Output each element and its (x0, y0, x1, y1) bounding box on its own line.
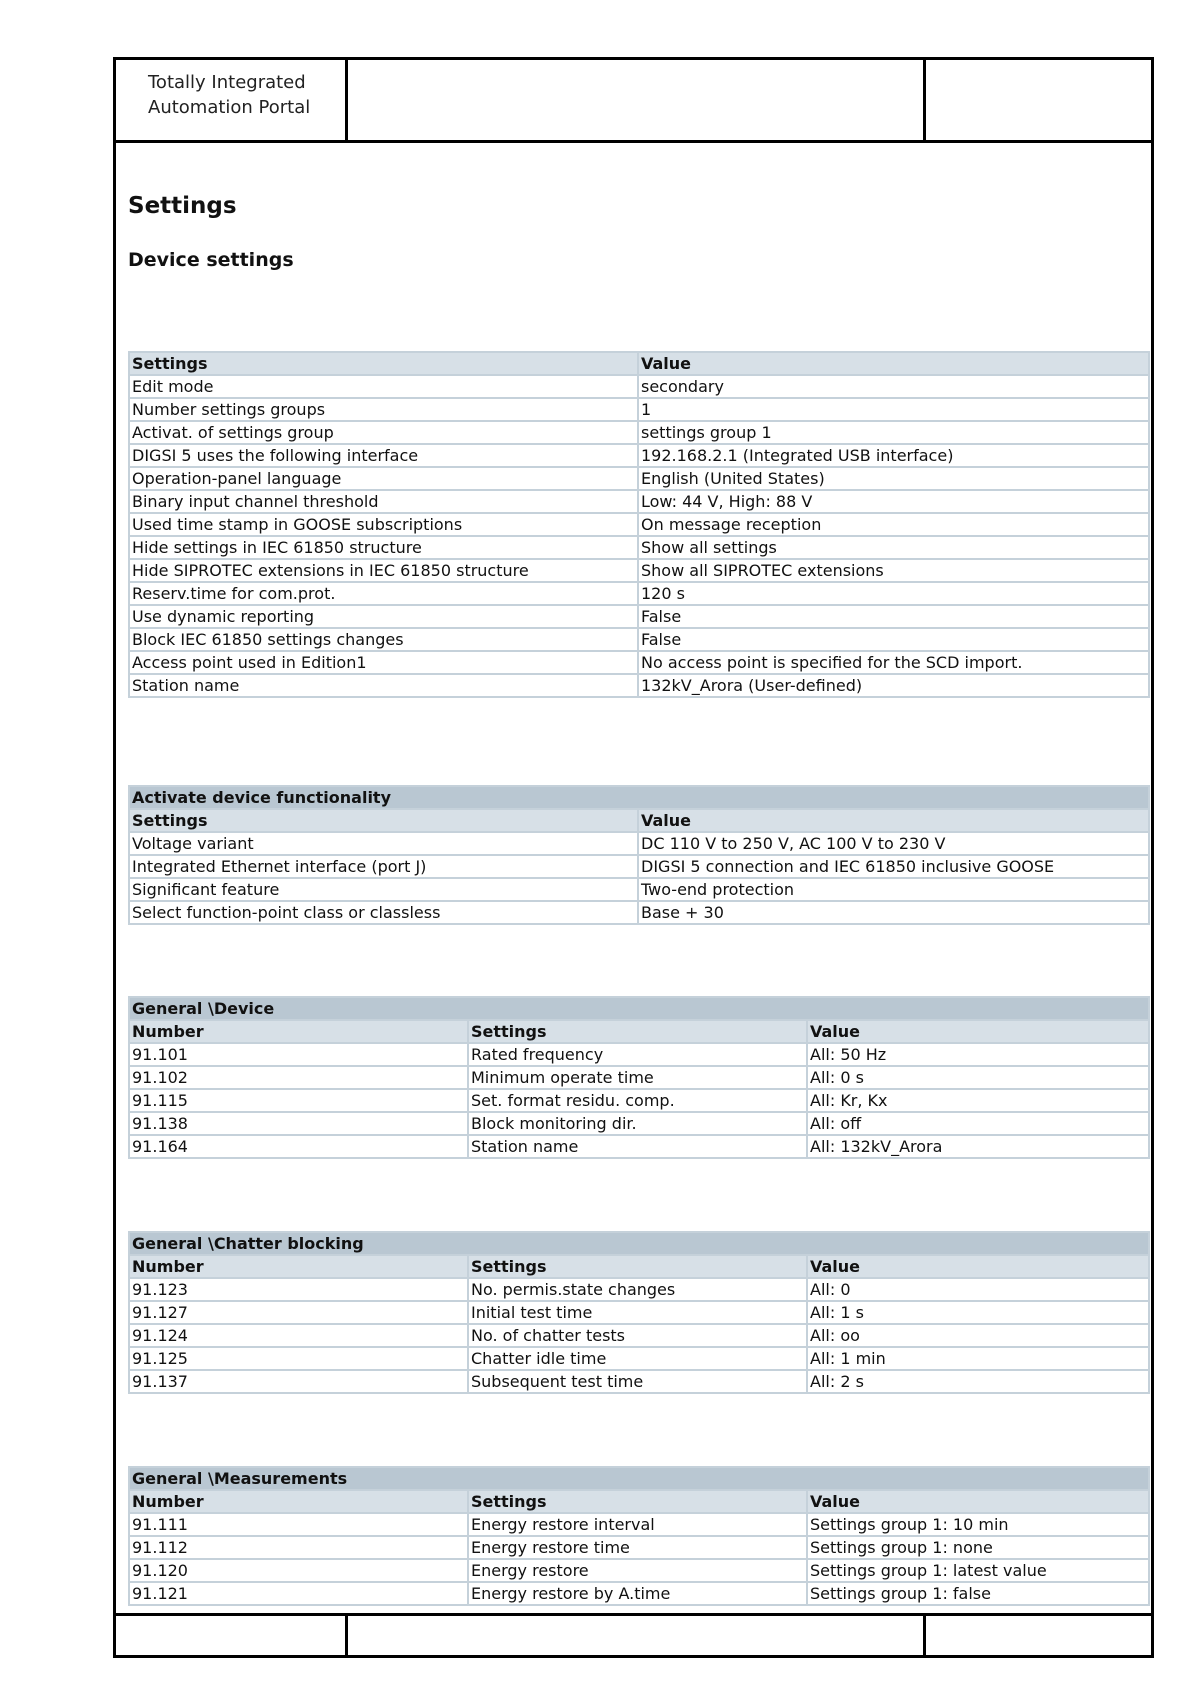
column-header-value: Value (807, 1490, 1149, 1513)
cell-setting: Edit mode (129, 375, 638, 398)
cell-value: 192.168.2.1 (Integrated USB interface) (638, 444, 1149, 467)
cell-value: DC 110 V to 250 V, AC 100 V to 230 V (638, 832, 1149, 855)
table-header-row (129, 1490, 1149, 1513)
column-header-settings: Settings (129, 809, 638, 832)
cell-value: All: 132kV_Arora (807, 1135, 1149, 1158)
cell-setting: Minimum operate time (468, 1066, 807, 1089)
cell-value: All: oo (807, 1324, 1149, 1347)
cell-setting: Block IEC 61850 settings changes (129, 628, 638, 651)
device-settings-table (128, 351, 1150, 698)
table-row (129, 467, 1149, 490)
cell-value: English (United States) (638, 467, 1149, 490)
table-section-title: General \Device (129, 997, 1149, 1020)
column-header-settings: Settings (468, 1020, 807, 1043)
table-row (129, 559, 1149, 582)
cell-number: 91.115 (129, 1089, 468, 1112)
cell-setting: Initial test time (468, 1301, 807, 1324)
table-section-title: General \Measurements (129, 1467, 1149, 1490)
table-row (129, 513, 1149, 536)
footer-cell-right (926, 1616, 1151, 1655)
column-header-settings: Settings (468, 1490, 807, 1513)
cell-setting: Energy restore interval (468, 1513, 807, 1536)
cell-setting: Number settings groups (129, 398, 638, 421)
table-row (129, 1066, 1149, 1089)
general-chatter-table (128, 1231, 1150, 1394)
table-row (129, 375, 1149, 398)
table-header-row (129, 1255, 1149, 1278)
header-title-cell (348, 60, 926, 140)
cell-number: 91.112 (129, 1536, 468, 1559)
cell-number: 91.125 (129, 1347, 468, 1370)
table-header-row (129, 1020, 1149, 1043)
column-header-number: Number (129, 1255, 468, 1278)
table-section-row (129, 997, 1149, 1020)
cell-value: Base + 30 (638, 901, 1149, 924)
cell-number: 91.111 (129, 1513, 468, 1536)
column-header-value: Value (807, 1255, 1149, 1278)
cell-value: All: 1 min (807, 1347, 1149, 1370)
cell-value: Settings group 1: none (807, 1536, 1149, 1559)
table-row (129, 398, 1149, 421)
table-section-title: Activate device functionality (129, 786, 1149, 809)
cell-number: 91.127 (129, 1301, 468, 1324)
table-row (129, 878, 1149, 901)
table-row (129, 1043, 1149, 1066)
cell-setting: Binary input channel threshold (129, 490, 638, 513)
cell-number: 91.102 (129, 1066, 468, 1089)
table-row (129, 855, 1149, 878)
table-row (129, 832, 1149, 855)
table-row (129, 1301, 1149, 1324)
cell-value: settings group 1 (638, 421, 1149, 444)
footer-cell-left (116, 1616, 348, 1655)
table-row (129, 901, 1149, 924)
page-footer (116, 1613, 1151, 1655)
activate-functionality-table (128, 785, 1150, 925)
portal-name-line2: Automation Portal (148, 97, 311, 118)
cell-number: 91.138 (129, 1112, 468, 1135)
table-row (129, 1536, 1149, 1559)
cell-setting: Voltage variant (129, 832, 638, 855)
table-row (129, 1278, 1149, 1301)
cell-setting: DIGSI 5 uses the following interface (129, 444, 638, 467)
cell-value: All: 1 s (807, 1301, 1149, 1324)
cell-setting: Hide SIPROTEC extensions in IEC 61850 structure (129, 559, 638, 582)
page-title: Settings (128, 193, 237, 219)
portal-name (148, 70, 310, 120)
column-header-settings: Settings (129, 352, 638, 375)
cell-value: Show all settings (638, 536, 1149, 559)
cell-value: Settings group 1: latest value (807, 1559, 1149, 1582)
cell-value: Two-end protection (638, 878, 1149, 901)
table-section-row (129, 1232, 1149, 1255)
column-header-value: Value (638, 809, 1149, 832)
cell-value: Settings group 1: 10 min (807, 1513, 1149, 1536)
cell-setting: Select function-point class or classless (129, 901, 638, 924)
table-section-row (129, 786, 1149, 809)
cell-setting: Energy restore by A.time (468, 1582, 807, 1605)
cell-setting: Operation-panel language (129, 467, 638, 490)
table-row (129, 1559, 1149, 1582)
cell-setting: Station name (468, 1135, 807, 1158)
cell-value: False (638, 628, 1149, 651)
table-row (129, 1135, 1149, 1158)
cell-value: On message reception (638, 513, 1149, 536)
cell-setting: No. permis.state changes (468, 1278, 807, 1301)
cell-setting: Activat. of settings group (129, 421, 638, 444)
cell-setting: Station name (129, 674, 638, 697)
cell-value: No access point is specified for the SCD import. (638, 651, 1149, 674)
cell-value: secondary (638, 375, 1149, 398)
cell-value: All: 2 s (807, 1370, 1149, 1393)
cell-number: 91.123 (129, 1278, 468, 1301)
cell-value: All: 0 (807, 1278, 1149, 1301)
cell-value: DIGSI 5 connection and IEC 61850 inclusive GOOSE (638, 855, 1149, 878)
table-row (129, 421, 1149, 444)
table-row (129, 444, 1149, 467)
column-header-settings: Settings (468, 1255, 807, 1278)
header-logo-cell (116, 60, 348, 140)
table-row (129, 674, 1149, 697)
cell-value: Settings group 1: false (807, 1582, 1149, 1605)
table-row (129, 490, 1149, 513)
cell-value: All: 50 Hz (807, 1043, 1149, 1066)
cell-setting: Reserv.time for com.prot. (129, 582, 638, 605)
cell-setting: Energy restore time (468, 1536, 807, 1559)
cell-number: 91.164 (129, 1135, 468, 1158)
cell-setting: Used time stamp in GOOSE subscriptions (129, 513, 638, 536)
column-header-value: Value (638, 352, 1149, 375)
cell-setting: Set. format residu. comp. (468, 1089, 807, 1112)
cell-setting: Integrated Ethernet interface (port J) (129, 855, 638, 878)
table-row (129, 1324, 1149, 1347)
column-header-number: Number (129, 1490, 468, 1513)
cell-setting: Use dynamic reporting (129, 605, 638, 628)
cell-setting: No. of chatter tests (468, 1324, 807, 1347)
cell-number: 91.124 (129, 1324, 468, 1347)
column-header-number: Number (129, 1020, 468, 1043)
cell-value: Low: 44 V, High: 88 V (638, 490, 1149, 513)
cell-value: All: Kr, Kx (807, 1089, 1149, 1112)
column-header-value: Value (807, 1020, 1149, 1043)
table-row (129, 582, 1149, 605)
cell-value: All: 0 s (807, 1066, 1149, 1089)
table-row (129, 628, 1149, 651)
cell-value: 132kV_Arora (User-defined) (638, 674, 1149, 697)
table-row (129, 1347, 1149, 1370)
table-header-row (129, 352, 1149, 375)
cell-value: All: off (807, 1112, 1149, 1135)
table-row (129, 1112, 1149, 1135)
footer-cell-middle (348, 1616, 926, 1655)
page-header (116, 60, 1151, 143)
cell-setting: Block monitoring dir. (468, 1112, 807, 1135)
cell-number: 91.137 (129, 1370, 468, 1393)
cell-number: 91.120 (129, 1559, 468, 1582)
cell-number: 91.121 (129, 1582, 468, 1605)
table-row (129, 1582, 1149, 1605)
table-row (129, 1089, 1149, 1112)
header-info-cell (926, 60, 1151, 140)
cell-setting: Subsequent test time (468, 1370, 807, 1393)
cell-setting: Chatter idle time (468, 1347, 807, 1370)
cell-setting: Hide settings in IEC 61850 structure (129, 536, 638, 559)
table-row (129, 536, 1149, 559)
cell-setting: Rated frequency (468, 1043, 807, 1066)
cell-value: False (638, 605, 1149, 628)
general-device-table (128, 996, 1150, 1159)
table-row (129, 605, 1149, 628)
portal-name-line1: Totally Integrated (148, 72, 306, 93)
table-header-row (129, 809, 1149, 832)
table-section-title: General \Chatter blocking (129, 1232, 1149, 1255)
cell-setting: Significant feature (129, 878, 638, 901)
page-frame (113, 57, 1154, 1658)
table-section-row (129, 1467, 1149, 1490)
table-row (129, 1370, 1149, 1393)
cell-value: 120 s (638, 582, 1149, 605)
cell-value: 1 (638, 398, 1149, 421)
cell-value: Show all SIPROTEC extensions (638, 559, 1149, 582)
table-row (129, 651, 1149, 674)
cell-setting: Access point used in Edition1 (129, 651, 638, 674)
general-measurements-table (128, 1466, 1150, 1606)
section-title: Device settings (128, 249, 294, 271)
cell-setting: Energy restore (468, 1559, 807, 1582)
cell-number: 91.101 (129, 1043, 468, 1066)
table-row (129, 1513, 1149, 1536)
